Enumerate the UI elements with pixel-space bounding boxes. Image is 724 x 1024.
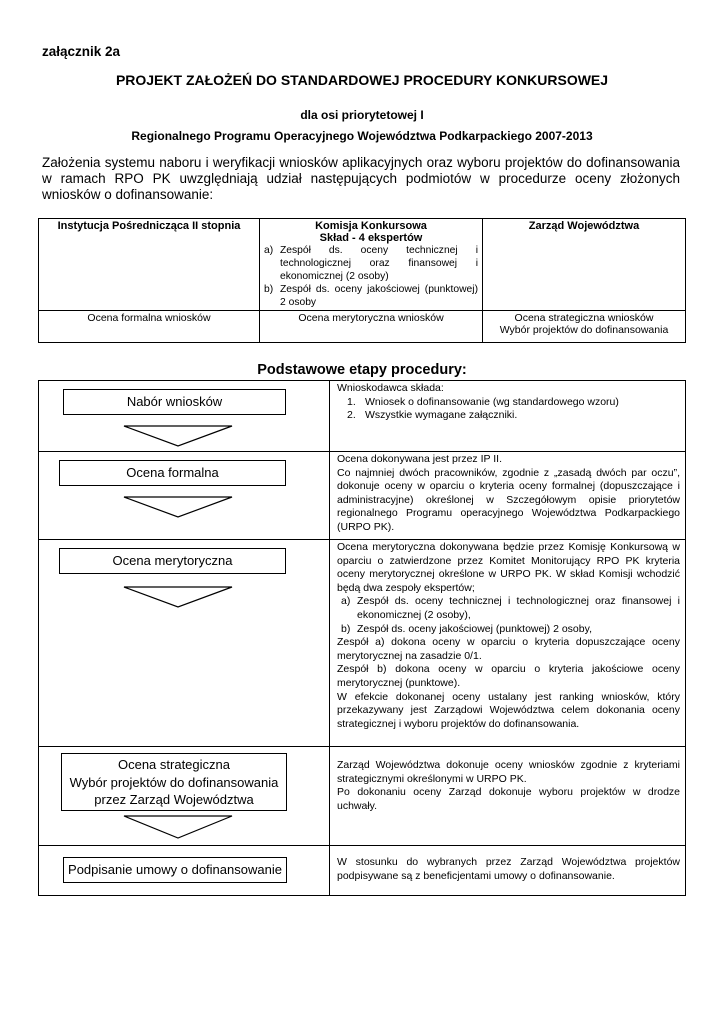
col-commission-subtitle: Skład - 4 ekspertów bbox=[319, 232, 423, 244]
down-arrow-icon bbox=[123, 586, 233, 608]
board-task: Ocena strategiczna wniosków Wybór projektów do dofinansowania bbox=[483, 311, 686, 343]
document-subtitle: dla osi priorytetowej I bbox=[300, 108, 424, 122]
list-item bbox=[264, 283, 478, 309]
col-ip-cell bbox=[39, 219, 260, 311]
list-label: b) bbox=[264, 284, 274, 295]
ip-task: Ocena formalna wniosków bbox=[39, 311, 260, 343]
stage-diagram-cell bbox=[39, 846, 330, 895]
col-commission-cell bbox=[260, 219, 483, 311]
bodies-table bbox=[38, 218, 686, 343]
stages-table bbox=[38, 380, 686, 896]
stages-title: Podstawowe etapy procedury: bbox=[257, 362, 467, 378]
stage-desc-contract: W stosunku do wybranych przez Zarząd Województwa projektów podpisywane są z beneficjentami umowy o dofinansowanie. bbox=[337, 856, 680, 882]
list-item bbox=[264, 244, 478, 283]
down-arrow-icon bbox=[123, 815, 233, 839]
list-label: a) bbox=[264, 245, 274, 256]
stage-row-merit bbox=[39, 539, 685, 746]
list-text: Zespół ds. oceny technicznej i technologicznej oraz finansowej i ekonomicznej (2 osoby) bbox=[280, 245, 478, 282]
stage-row-contract bbox=[39, 845, 685, 895]
stage-diagram-cell bbox=[39, 452, 330, 539]
col-board-title: Zarząd Województwa bbox=[528, 220, 640, 232]
col-commission-title: Komisja Konkursowa bbox=[315, 220, 427, 232]
stage-desc-formal: Ocena dokonywana jest przez IP II. Co najmniej dwóch pracowników, zgodnie z „zasadą dwóch par oczu”, dokonuje oceny w oparciu o kryteria oceny formalnej (dopuszczające i administracyjne) określonej w Szczegółowym opisie priorytetów regionalnego Programu operacyjnego Województwa Podkarpackiego (URPO PK). bbox=[337, 453, 680, 533]
stage-box-merit: Ocena merytoryczna bbox=[59, 548, 286, 574]
list-item: 2. Wszystkie wymagane załączniki. bbox=[347, 409, 518, 422]
commission-task: Ocena merytoryczna wniosków bbox=[260, 311, 483, 343]
down-arrow-icon bbox=[123, 496, 233, 518]
stage-desc-strategic: Zarząd Województwa dokonuje oceny wniosków zgodnie z kryteriami strategicznymi określonymi w URPO PK. Po dokonaniu oceny Zarząd dokonuje wyboru projektów w drodze uchwały. bbox=[337, 759, 680, 812]
down-arrow-icon bbox=[123, 425, 233, 447]
stage-diagram-cell bbox=[39, 540, 330, 746]
list-item: 1. Wniosek o dofinansowanie (wg standardowego wzoru) bbox=[347, 395, 619, 408]
col-ip-title: Instytucja Pośrednicząca II stopnia bbox=[57, 220, 241, 232]
document-title: PROJEKT ZAŁOŻEŃ DO STANDARDOWEJ PROCEDURY KONKURSOWEJ bbox=[115, 72, 609, 88]
program-name: Regionalnego Programu Operacyjnego Województwa Podkarpackiego 2007-2013 bbox=[131, 129, 593, 143]
col-board-cell bbox=[483, 219, 686, 311]
stage-box-contract: Podpisanie umowy o dofinansowanie bbox=[63, 857, 287, 883]
stage-row-strategic bbox=[39, 746, 685, 845]
commission-teams-list bbox=[264, 244, 478, 309]
stage-box-submission: Nabór wniosków bbox=[63, 389, 286, 415]
list-item: a) Zespół ds. oceny technicznej i technologicznej oraz finansowej i ekonomicznej (2 osoby), bbox=[341, 595, 680, 621]
stage-row-submission bbox=[39, 381, 685, 451]
list-text: Zespół ds. oceny jakościowej (punktowej) 2 osoby bbox=[280, 284, 478, 308]
intro-paragraph: Założenia systemu naboru i weryfikacji wniosków aplikacyjnych oraz wyboru projektów do dofinansowania w ramach RPO PK uwzględniają udział następujących podmiotów w procedurze oceny złożonych wniosków o dofinansowanie: bbox=[42, 155, 680, 202]
annex-label: załącznik 2a bbox=[42, 44, 121, 59]
list-item: b) Zespół ds. oceny jakościowej (punktowej) 2 osoby, bbox=[341, 622, 593, 635]
stage-desc-merit: Ocena merytoryczna dokonywana będzie przez Komisję Konkursową w oparciu o zatwierdzone przez Komitet Monitorujący RPO PK kryteria oceny merytorycznej określone w URPO PK. W skład Komisji wchodzić będą dwa zespoły ekspertów; a) Zespół ds. oceny technicznej i technologicznej oraz finansowej i ekonomicznej (2 osoby), b) Zespół ds. oceny jakościowej (punktowej) 2 osoby, Zespół a) dokona oceny w oparciu o kryteria dopuszczające oceny merytorycznej na zasadzie 0/1. Zespół b) dokona oceny w oparciu o kryteria jakościowe oceny merytorycznej (punktowe). W efekcie dokonanej oceny ustalany jest ranking wniosków, który przekazywany jest Zarządowi Województwa celem dokonania oceny strategicznej i wyboru projektów do dofinansowania. bbox=[337, 541, 680, 730]
stage-row-formal bbox=[39, 451, 685, 539]
stage-diagram-cell bbox=[39, 381, 330, 451]
stage-box-formal: Ocena formalna bbox=[59, 460, 286, 486]
stage-diagram-cell bbox=[39, 747, 330, 845]
stage-box-strategic: Ocena strategiczna Wybór projektów do dofinansowania przez Zarząd Województwa bbox=[61, 753, 287, 811]
bodies-table-task-row bbox=[39, 311, 686, 343]
bodies-table-header-row bbox=[39, 219, 686, 311]
stage-desc-submission: Wnioskodawca składa: 1. Wniosek o dofinansowanie (wg standardowego wzoru) 2. Wszystkie wymagane załączniki. bbox=[330, 381, 685, 451]
